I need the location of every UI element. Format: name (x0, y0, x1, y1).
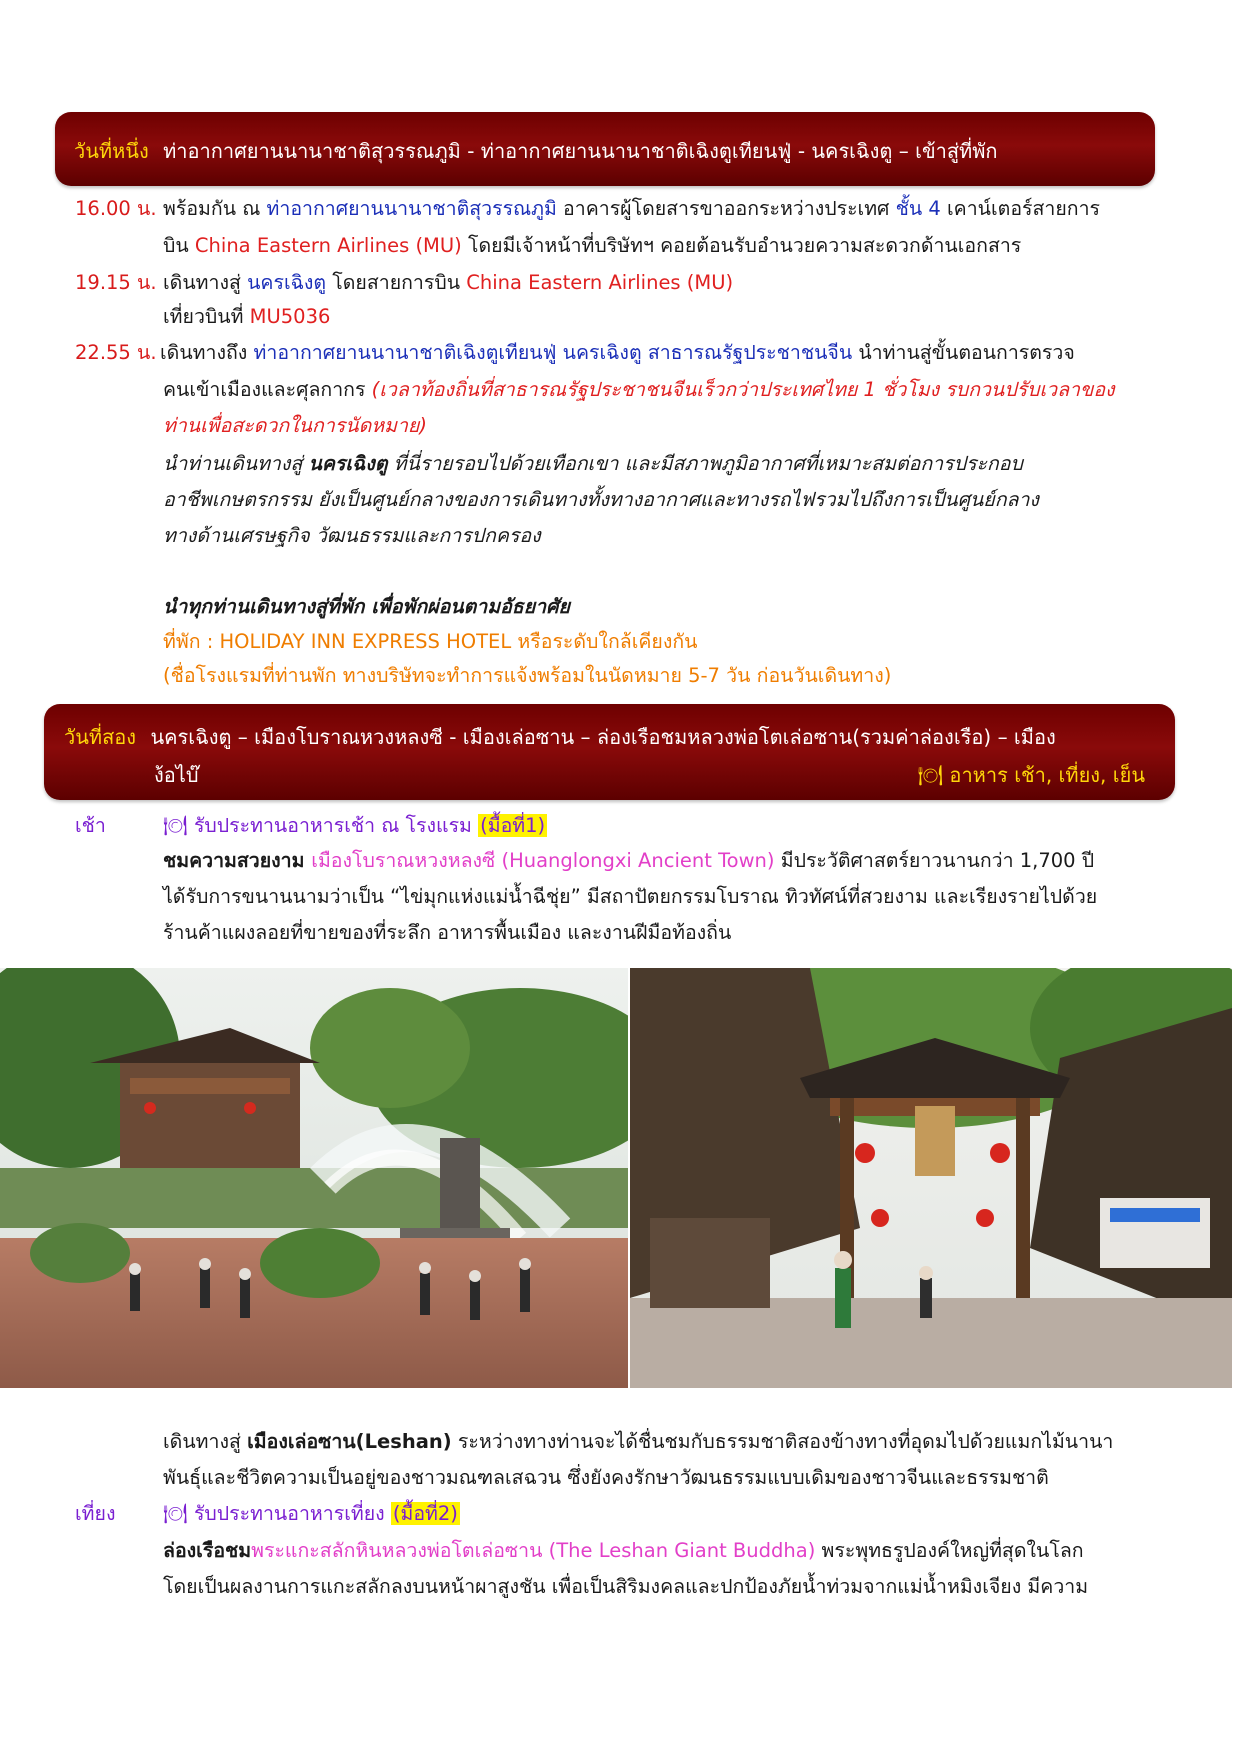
breakfast-line (163, 813, 547, 839)
text: มีประวัติศาสตร์ยาวนานกว่า 1,700 ปี (774, 849, 1095, 872)
text: เดินทางสู่ (163, 271, 248, 294)
text: พร้อมกัน ณ (163, 197, 267, 220)
meal-number-1: (มื้อที่1) (480, 814, 546, 837)
chengdu-desc-line1 (163, 451, 1023, 477)
text: บิน (163, 234, 195, 257)
text: ระหว่างทางท่านจะได้ชื่นชมกับธรรมชาติสองข้างทางที่อุดมไปด้วยแมกไม้นานา (451, 1430, 1114, 1453)
suvarnabhumi-airport: ท่าอากาศยานนานาชาติสุวรรณภูมิ (266, 197, 557, 220)
huanglongxi-line3: ร้านค้าแผงลอยที่ขายของที่ระลึก อาหารพื้นเมือง และงานฝีมือท้องถิ่น (163, 921, 732, 944)
text: อาคารผู้โดยสารขาออกระหว่างประเทศ (556, 197, 896, 220)
buddha-line1 (163, 1538, 1084, 1564)
time-2255: 22.55 น. (75, 341, 157, 364)
photo-fountain-plaza (0, 968, 628, 1388)
timezone-note-cont: ท่านเพื่อสะดวกในการนัดหมาย) (163, 414, 427, 437)
itinerary-1915-line1 (163, 270, 733, 296)
chengdu-bold: นครเฉิงตู (308, 452, 388, 475)
huanglongxi-line2: ได้รับการขนานนามว่าเป็น “ไข่มุกแห่งแม่น้ำฉีชุ่ย” มีสถาปัตยกรรมโบราณ ทิวทัศน์ที่สวยงาม และเรียงรายไปด้วย (163, 885, 1098, 908)
airline-name: China Eastern Airlines (MU) (466, 271, 734, 294)
meal-number-2: (มื้อที่2) (392, 1502, 458, 1525)
text: ชมความสวยงาม (163, 849, 312, 872)
itinerary-1600-line1 (163, 196, 1100, 222)
breakfast-text: 🍽 รับประทานอาหารเช้า ณ โรงแรม (163, 814, 479, 837)
text: นำท่านสู่ขั้นตอนการตรวจ (852, 341, 1075, 364)
text: โดยสายการบิน (326, 271, 467, 294)
text: เดินทางถึง (160, 341, 254, 364)
buddha-line2: โดยเป็นผลงานการแกะสลักลงบนหน้าผาสูงชัน เพื่อเป็นสิริมงคลและปกป้องภัยน้ำท่วมจากแม่น้ำหมิงเจียง มีความ (163, 1575, 1089, 1598)
chengdu-desc-line3: ทางด้านเศรษฐกิจ วัฒนธรรมและการปกครอง (163, 524, 541, 547)
text: เคาน์เตอร์สายการ (940, 197, 1101, 220)
huanglongxi-name: เมืองโบราณหวงหลงซี (Huanglongxi Ancient Town) (311, 849, 775, 872)
morning-label: เช้า (75, 814, 106, 837)
itinerary-2255-line1 (160, 340, 1075, 366)
day2-label: วันที่สอง (64, 725, 137, 749)
leshan-line1 (163, 1429, 1113, 1455)
flight-number: MU5036 (249, 305, 331, 328)
tianfu-airport: ท่าอากาศยานนานาชาติเฉิงตูเทียนฟู่ นครเฉิงตู สาธารณรัฐประชาชนจีน (253, 341, 853, 364)
itinerary-2255-line2 (163, 377, 1115, 403)
leshan-city: เมืองเล่อซาน(Leshan) (247, 1430, 452, 1453)
lunch-line (163, 1501, 460, 1527)
time-1915: 19.15 น. (75, 271, 157, 294)
time-1600: 16.00 น. (75, 197, 157, 220)
day1-label: วันที่หนึ่ง (74, 139, 149, 163)
day2-banner (44, 704, 1175, 800)
text: ที่นี่รายรอบไปด้วยเทือกเขา และมีสภาพภูมิอากาศที่เหมาะสมต่อการประกอบ (387, 452, 1023, 475)
day2-meals: 🍽 อาหาร เช้า, เที่ยง, เย็น (917, 763, 1145, 787)
day1-heading (74, 135, 998, 167)
chengdu-desc-line2: อาชีพเกษตรกรรม ยังเป็นศูนย์กลางของการเดินทางทั้งทางอากาศและทางรถไฟรวมไปถึงการเป็นศูนย์กลาง (163, 488, 1039, 511)
day2-route-cont: ง้อไบ๊ (154, 763, 199, 787)
day2-route: นครเฉิงตู – เมืองโบราณหวงหลงซี - เมืองเล่อซาน – ล่องเรือชมหลวงพ่อโตเล่อซาน(รวมค่าล่องเรือ) – เมือง (150, 725, 1056, 749)
noon-label: เที่ยง (75, 1502, 116, 1525)
itinerary-1915-line2 (163, 304, 330, 330)
text: ล่องเรือชม (163, 1539, 252, 1562)
hotel-note: (ชื่อโรงแรมที่ท่านพัก ทางบริษัทจะทำการแจ้งพร้อมในนัดหมาย 5-7 วัน ก่อนวันเดินทาง) (163, 664, 892, 687)
leshan-giant-buddha: พระแกะสลักหินหลวงพ่อโตเล่อซาน (The Leshan Giant Buddha) (251, 1539, 816, 1562)
text: คนเข้าเมืองและศุลกากร (163, 378, 372, 401)
airline-name: China Eastern Airlines (MU) (194, 234, 462, 257)
day1-banner (55, 112, 1155, 186)
day1-route: ท่าอากาศยานนานาชาติสุวรรณภูมิ - ท่าอากาศยานนานาชาติเฉิงตูเทียนฟู่ - นครเฉิงตู – เข้าสู่ที่พัก (163, 139, 998, 163)
text: พระพุทธรูปองค์ใหญ่ที่สุดในโลก (815, 1539, 1084, 1562)
floor-4: ชั้น 4 (895, 197, 941, 220)
text: โดยมีเจ้าหน้าที่บริษัทฯ คอยต้อนรับอำนวยความสะดวกด้านเอกสาร (461, 234, 1022, 257)
text: นำท่านเดินทางสู่ (163, 452, 309, 475)
hotel-name: ที่พัก : HOLIDAY INN EXPRESS HOTEL หรือระดับใกล้เคียงกัน (163, 630, 698, 653)
lunch-text: 🍽 รับประทานอาหารเที่ยง (163, 1502, 391, 1525)
itinerary-1600-line2 (163, 233, 1021, 259)
text: เที่ยวบินที่ (163, 305, 250, 328)
timezone-note: (เวลาท้องถิ่นที่สาธารณรัฐประชาชนจีนเร็วกว่าประเทศไทย 1 ชั่วโมง รบกวนปรับเวลาของ (371, 378, 1115, 401)
text: เดินทางสู่ (163, 1430, 248, 1453)
photo-ancient-street-gate (630, 968, 1232, 1388)
chengdu-city: นครเฉิงตู (247, 271, 327, 294)
rest-note: นำทุกท่านเดินทางสู่ที่พัก เพื่อพักผ่อนตามอัธยาศัย (163, 595, 570, 618)
leshan-line2: พันธุ์และชีวิตความเป็นอยู่ของชาวมณฑลเสฉวน ซึ่งยังคงรักษาวัฒนธรรมแบบเดิมของชาวจีนและธรรมชาติ (163, 1466, 1049, 1489)
day2-heading (64, 721, 1056, 753)
huanglongxi-line1 (163, 848, 1094, 874)
